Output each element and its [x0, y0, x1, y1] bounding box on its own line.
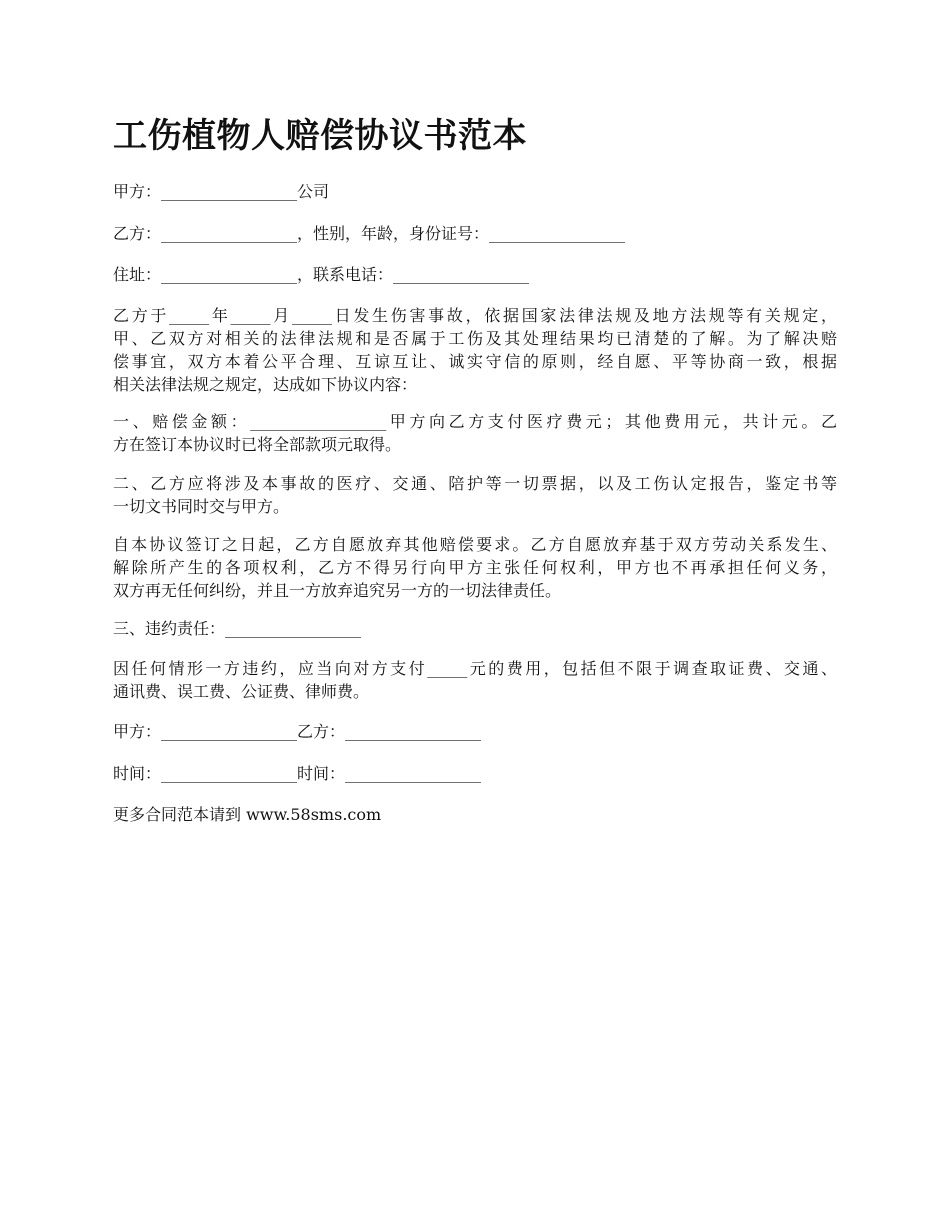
- waiver-line: 双方再无任何纠纷，并且一方放弃追究另一方的一切法律责任。: [113, 581, 562, 600]
- waiver-paragraph: [113, 533, 853, 602]
- intro-line: 相关法律法规之规定，达成如下协议内容：: [113, 375, 418, 394]
- intro-line: 乙方于_____年_____月_____日发生伤害事故，依据国家法律法规及地方法规等有关规定，: [113, 306, 837, 325]
- breach-paragraph: [113, 657, 853, 703]
- clause-2-line: 一切文书同时交与甲方。: [113, 497, 290, 516]
- clause-1-paragraph: [113, 410, 853, 456]
- footer-link-text: 更多合同范本请到 www.58sms.com: [113, 805, 382, 824]
- waiver-line: 解除所产生的各项权利，乙方不得另行向甲方主张任何权利，甲方也不再承担任何义务，: [113, 558, 837, 577]
- document-title: 工伤植物人赔偿协议书范本: [113, 116, 527, 156]
- breach-line: 通讯费、误工费、公证费、律师费。: [113, 682, 370, 701]
- intro-paragraph: [113, 304, 853, 396]
- breach-line: 因任何情形一方违约，应当向对方支付_____元的费用，包括但不限于调查取证费、交通、: [113, 659, 837, 678]
- intro-line: 偿事宜，双方本着公平合理、互谅互让、诚实守信的原则，经自愿、平等协商一致，根据: [113, 352, 837, 371]
- intro-line: 甲、乙双方对相关的法律法规和是否属于工伤及其处理结果均已清楚的了解。为了解决赔: [113, 329, 837, 348]
- clause-2-paragraph: [113, 472, 853, 518]
- address-line: 住址：_________________，联系电话：_________________: [113, 265, 530, 284]
- clause-3-line: 三、违约责任：_________________: [113, 619, 362, 638]
- signature-line: 甲方：_________________乙方：_________________: [113, 722, 482, 741]
- party-b-line: 乙方：_________________，性别，年龄，身份证号：_________________: [113, 224, 626, 243]
- clause-1-line: 一、赔偿金额：_________________甲方向乙方支付医疗费元；其他费用元，共计元。乙: [113, 412, 837, 431]
- waiver-line: 自本协议签订之日起，乙方自愿放弃其他赔偿要求。乙方自愿放弃基于双方劳动关系发生、: [113, 535, 837, 554]
- clause-2-line: 二、乙方应将涉及本事故的医疗、交通、陪护等一切票据，以及工伤认定报告，鉴定书等: [113, 474, 837, 493]
- clause-1-line: 方在签订本协议时已将全部款项元取得。: [113, 435, 402, 454]
- date-line: 时间：_________________时间：_________________: [113, 764, 482, 783]
- party-a-line: 甲方：_________________公司: [113, 182, 330, 201]
